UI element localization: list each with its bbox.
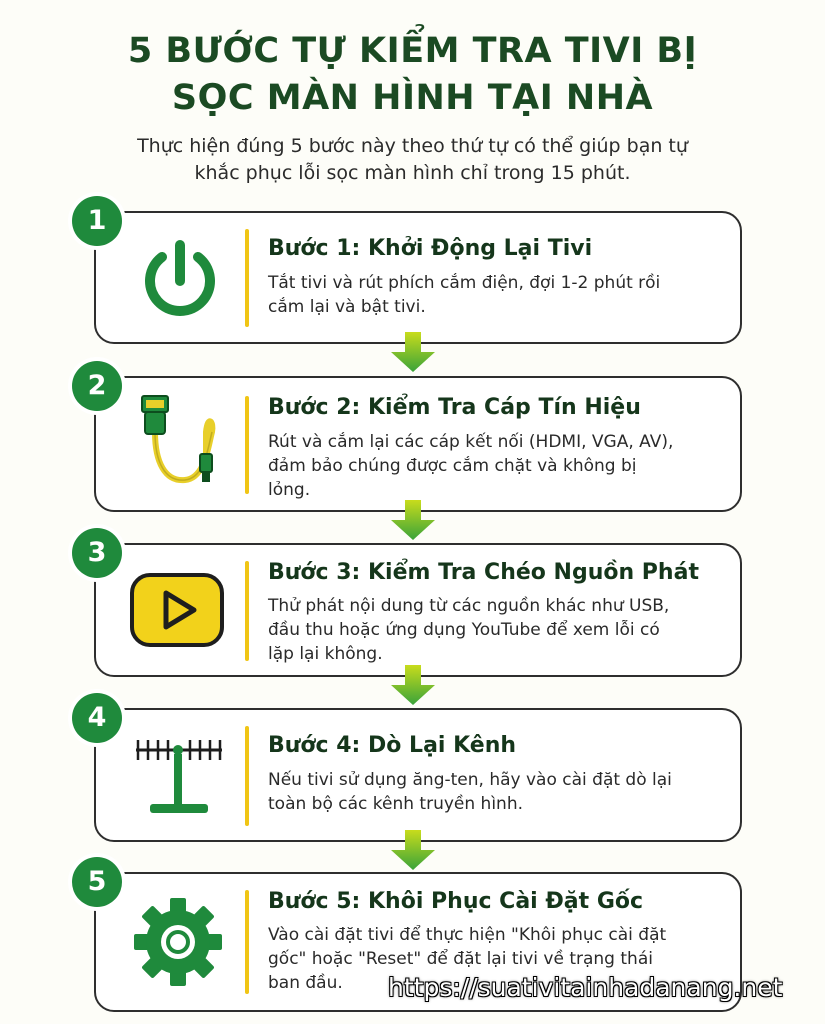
step-3-description: Thử phát nội dung từ các nguồn khác như USB, đầu thu hoặc ứng dụng YouTube để xem lỗi có lặp lại không.: [268, 596, 670, 664]
watermark-url: https://suativitainhadanang.net: [388, 973, 783, 1002]
step-2-badge: 2: [72, 361, 122, 411]
arrow-down-icon: [391, 332, 435, 372]
step-5-description: Vào cài đặt tivi để thực hiện "Khôi phục cài đặt gốc" hoặc "Reset" để đặt lại tivi về trạng thái ban đầu.: [268, 925, 667, 993]
hdmi-cable-icon: [130, 392, 230, 492]
title-line-2: SỌC MÀN HÌNH TẠI NHÀ: [171, 78, 654, 118]
step-4-card: [94, 708, 742, 842]
step-4-description: Nếu tivi sử dụng ăng-ten, hãy vào cài đặt dò lại toàn bộ các kênh truyền hình.: [268, 770, 672, 814]
page-title: [0, 28, 825, 122]
step-5-divider: [245, 890, 249, 994]
step-4-title: Bước 4: Dò Lại Kênh: [268, 733, 517, 758]
page-subtitle: [60, 133, 765, 187]
step-5-title: Bước 5: Khôi Phục Cài Đặt Gốc: [268, 889, 644, 914]
step-2-description: Rút và cắm lại các cáp kết nối (HDMI, VGA, AV), đảm bảo chúng được cắm chặt và không bị lỏng.: [268, 432, 674, 500]
gear-icon: [130, 892, 230, 992]
step-3-divider: [245, 561, 249, 661]
step-3-badge: 3: [72, 528, 122, 578]
antenna-icon: [132, 728, 232, 828]
step-5-badge: 5: [72, 857, 122, 907]
title-line-1: 5 BƯỚC TỰ KIỂM TRA TIVI BỊ: [127, 31, 698, 71]
step-1-divider: [245, 229, 249, 327]
step-1-badge: 1: [72, 196, 122, 246]
step-1-title: Bước 1: Khởi Động Lại Tivi: [268, 236, 593, 261]
arrow-down-icon: [391, 500, 435, 540]
step-3-card: [94, 543, 742, 677]
play-icon: [128, 563, 228, 663]
step-4-divider: [245, 726, 249, 826]
power-icon: [130, 229, 230, 329]
step-1-description: Tắt tivi và rút phích cắm điện, đợi 1-2 phút rồi cắm lại và bật tivi.: [268, 273, 661, 317]
step-2-title: Bước 2: Kiểm Tra Cáp Tín Hiệu: [268, 395, 641, 420]
step-1-card: [94, 211, 742, 344]
arrow-down-icon: [391, 830, 435, 870]
step-4-badge: 4: [72, 693, 122, 743]
arrow-down-icon: [391, 665, 435, 705]
subtitle-line-1: Thực hiện đúng 5 bước này theo thứ tự có thể giúp bạn tự: [137, 135, 688, 157]
subtitle-line-2: khắc phục lỗi sọc màn hình chỉ trong 15 phút.: [194, 162, 631, 184]
step-3-title: Bước 3: Kiểm Tra Chéo Nguồn Phát: [268, 560, 699, 585]
step-2-card: [94, 376, 742, 512]
step-2-divider: [245, 396, 249, 494]
